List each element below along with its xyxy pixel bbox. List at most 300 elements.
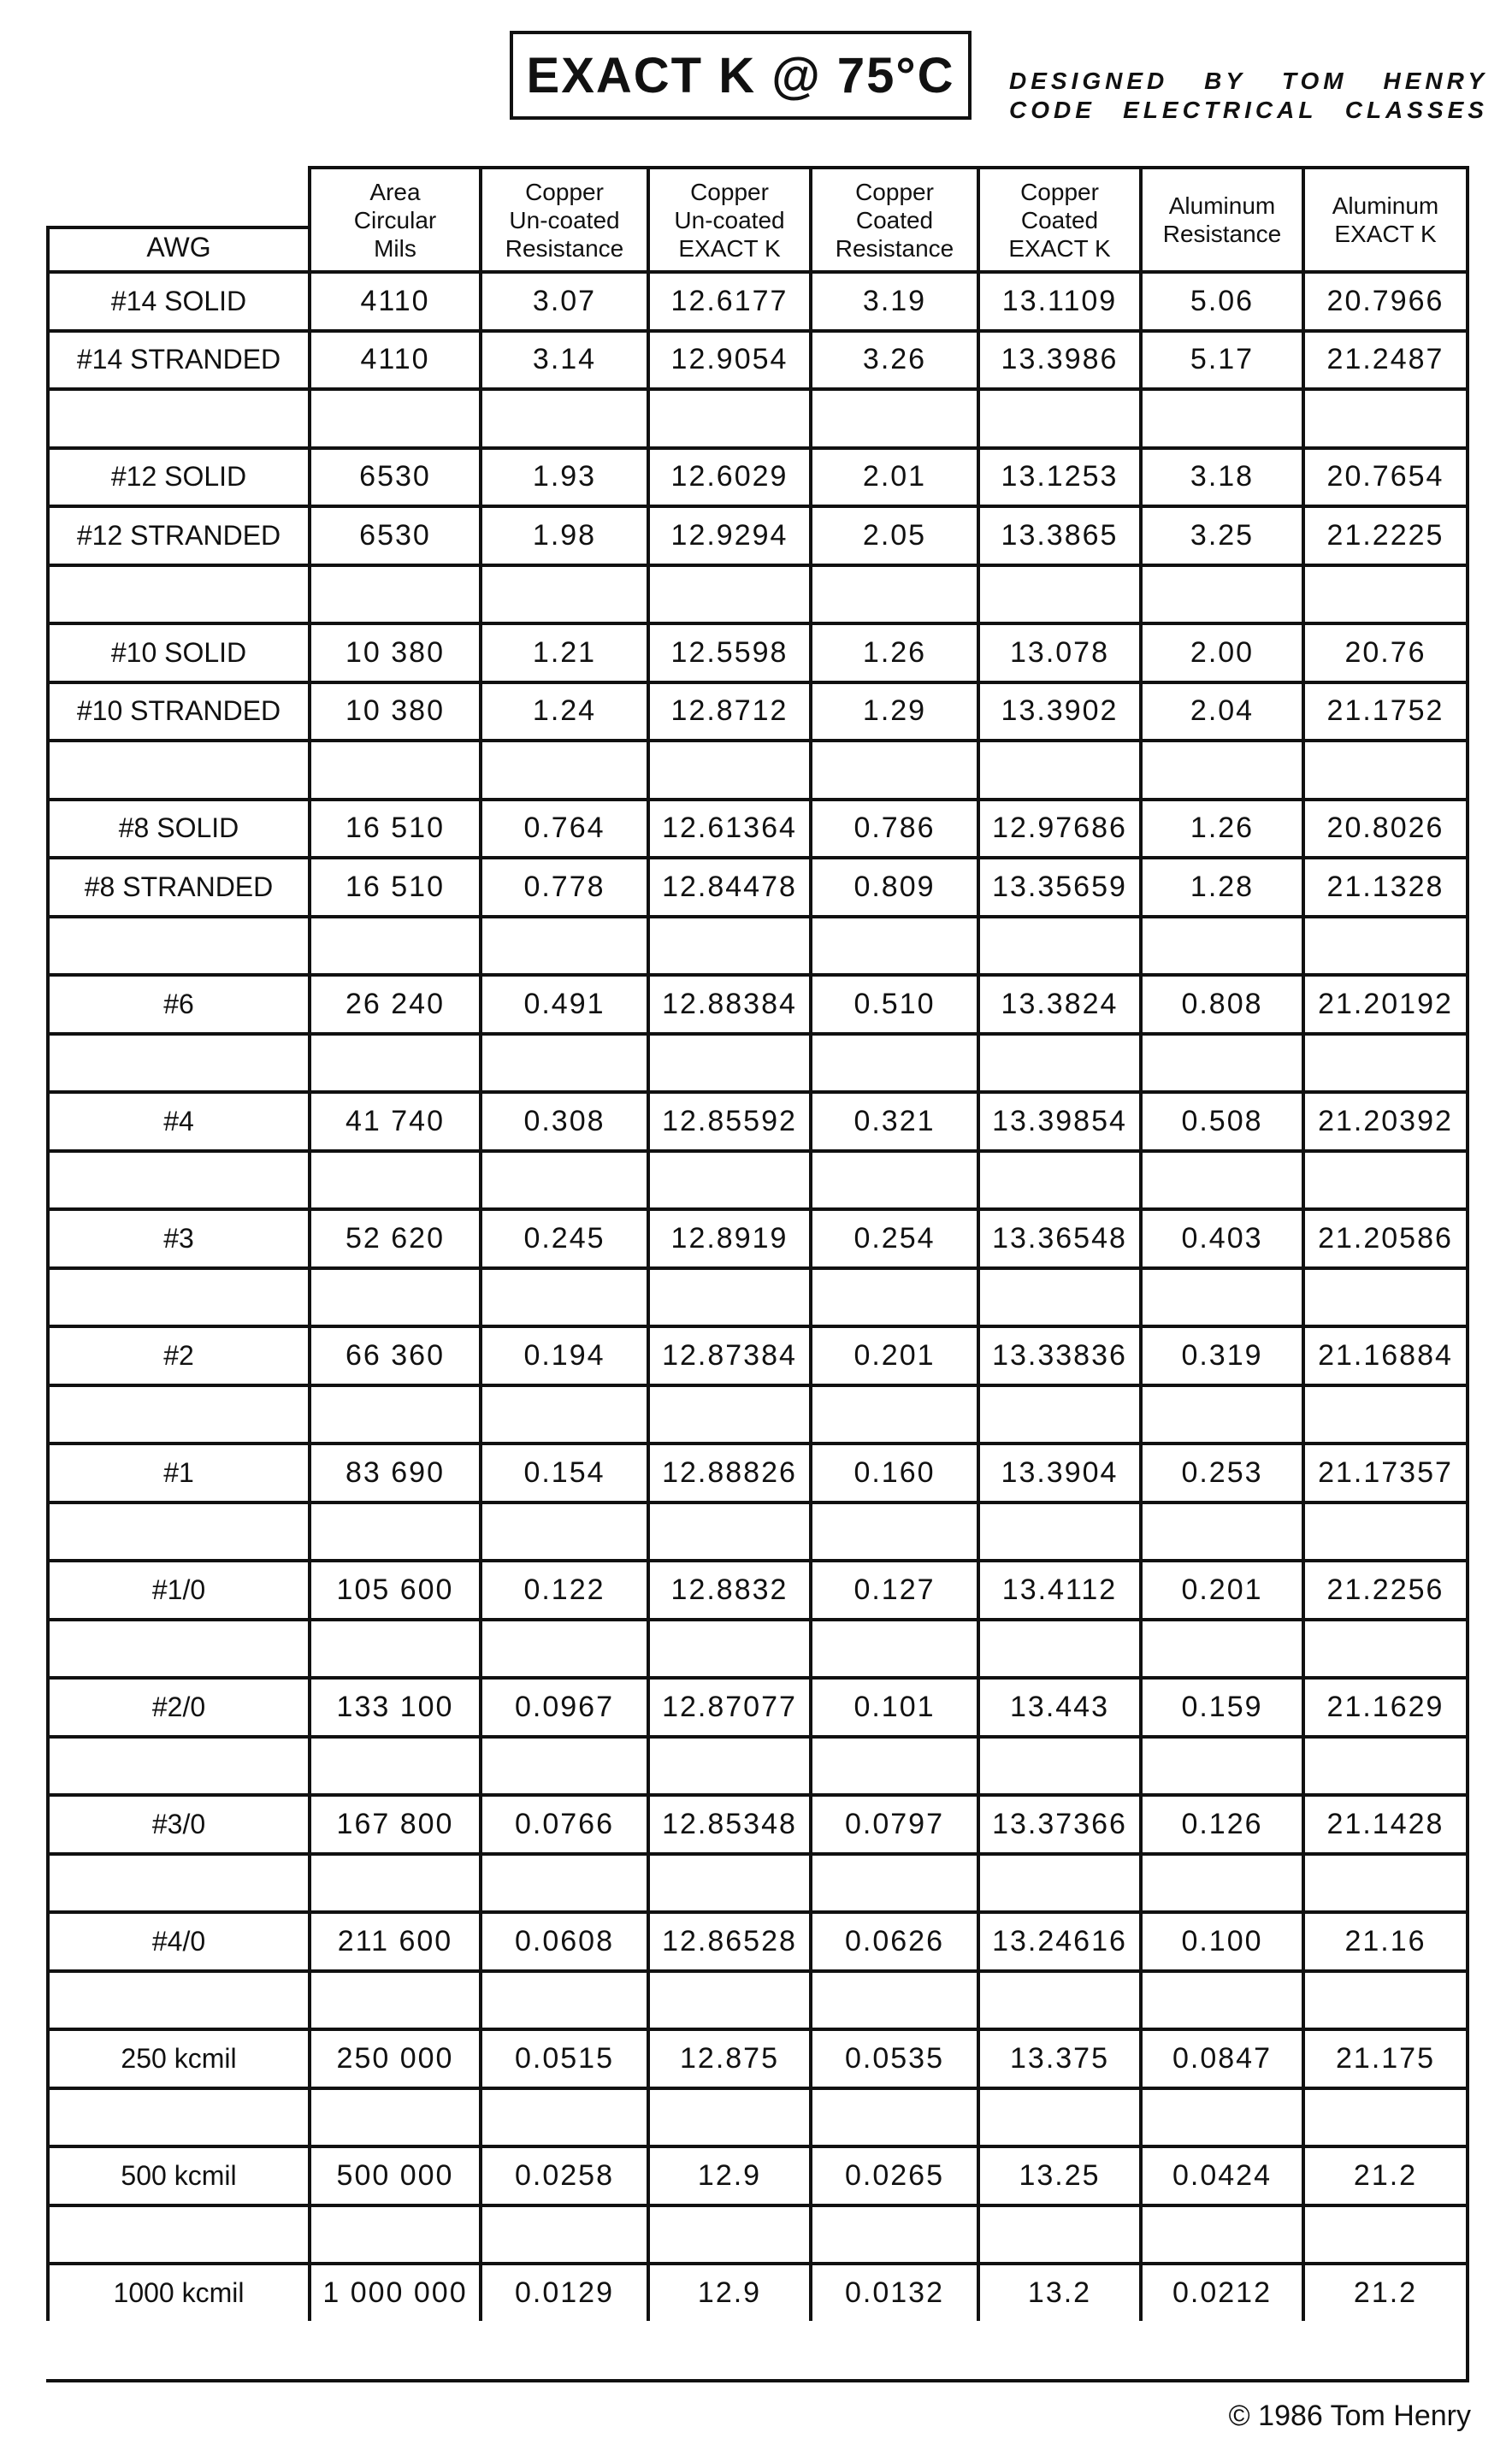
cell-copper-uncoated-resistance: 1.98 bbox=[479, 505, 647, 564]
spacer-cell bbox=[1139, 1501, 1302, 1560]
spacer-cell bbox=[46, 2087, 308, 2146]
cell-awg: #8 STRANDED bbox=[46, 856, 308, 915]
cell-copper-coated-resistance: 0.127 bbox=[809, 1559, 977, 1618]
spacer-cell bbox=[308, 1266, 479, 1325]
designer-line-2 bbox=[1009, 96, 1488, 125]
spacer-cell bbox=[308, 1969, 479, 2028]
spacer-cell bbox=[1139, 2087, 1302, 2146]
spacer-cell bbox=[479, 1735, 647, 1794]
spacer-cell bbox=[479, 387, 647, 446]
cell-aluminum-resistance: 0.403 bbox=[1139, 1207, 1302, 1266]
spacer-cell bbox=[308, 564, 479, 623]
spacer-cell bbox=[977, 1266, 1139, 1325]
header-line: Copper bbox=[525, 178, 604, 205]
spacer-cell bbox=[1302, 1852, 1466, 1911]
spacer-cell bbox=[46, 564, 308, 623]
spacer-cell bbox=[1139, 1852, 1302, 1911]
designer-word: DESIGNED bbox=[1009, 68, 1169, 94]
cell-aluminum-resistance: 0.201 bbox=[1139, 1559, 1302, 1618]
cell-copper-uncoated-exact-k: 12.8832 bbox=[647, 1559, 809, 1618]
cell-copper-uncoated-resistance: 0.308 bbox=[479, 1090, 647, 1149]
spacer-cell bbox=[977, 1618, 1139, 1677]
page-title: EXACT K @ 75°C bbox=[510, 31, 972, 120]
cell-copper-coated-exact-k: 13.1253 bbox=[977, 446, 1139, 505]
cell-copper-coated-resistance: 1.26 bbox=[809, 622, 977, 681]
spacer-cell bbox=[809, 1266, 977, 1325]
cell-copper-coated-exact-k: 13.25 bbox=[977, 2145, 1139, 2204]
spacer-cell bbox=[479, 1149, 647, 1208]
cell-copper-uncoated-exact-k: 12.87077 bbox=[647, 1676, 809, 1735]
cell-aluminum-resistance: 5.17 bbox=[1139, 329, 1302, 388]
cell-area: 6530 bbox=[308, 446, 479, 505]
cell-copper-coated-exact-k: 13.3986 bbox=[977, 329, 1139, 388]
cell-area: 1 000 000 bbox=[308, 2262, 479, 2321]
cell-aluminum-exact-k: 21.20192 bbox=[1302, 973, 1466, 1032]
spacer-cell bbox=[977, 1032, 1139, 1091]
cell-copper-coated-exact-k: 13.24616 bbox=[977, 1910, 1139, 1969]
spacer-cell bbox=[479, 1501, 647, 1560]
spacer-cell bbox=[1302, 564, 1466, 623]
header-line: Area bbox=[369, 178, 421, 205]
cell-copper-coated-resistance: 0.0797 bbox=[809, 1793, 977, 1852]
header-aluminum-exact-k bbox=[1302, 166, 1466, 270]
spacer-cell bbox=[46, 739, 308, 798]
cell-copper-uncoated-resistance: 0.0967 bbox=[479, 1676, 647, 1735]
cell-awg: #14 STRANDED bbox=[46, 329, 308, 388]
cell-copper-uncoated-resistance: 0.154 bbox=[479, 1442, 647, 1501]
cell-copper-coated-resistance: 0.321 bbox=[809, 1090, 977, 1149]
cell-aluminum-exact-k: 21.2487 bbox=[1302, 329, 1466, 388]
spacer-cell bbox=[1139, 915, 1302, 974]
spacer-cell bbox=[1302, 2204, 1466, 2263]
cell-copper-uncoated-exact-k: 12.61364 bbox=[647, 798, 809, 857]
cell-copper-uncoated-resistance: 3.14 bbox=[479, 329, 647, 388]
spacer-cell bbox=[809, 739, 977, 798]
cell-aluminum-exact-k: 21.2225 bbox=[1302, 505, 1466, 564]
spacer-cell bbox=[479, 1266, 647, 1325]
spacer-cell bbox=[479, 915, 647, 974]
header-line: Resistance bbox=[835, 234, 954, 262]
header-copper-coated-resistance bbox=[809, 166, 977, 270]
copyright-notice: © 1986 Tom Henry bbox=[1228, 2400, 1471, 2432]
header-line: EXACT K bbox=[1008, 234, 1111, 262]
cell-aluminum-resistance: 0.508 bbox=[1139, 1090, 1302, 1149]
cell-copper-uncoated-resistance: 3.07 bbox=[479, 270, 647, 329]
cell-aluminum-exact-k: 21.17357 bbox=[1302, 1442, 1466, 1501]
cell-aluminum-resistance: 2.00 bbox=[1139, 622, 1302, 681]
designer-word: CLASSES bbox=[1344, 97, 1488, 123]
cell-aluminum-resistance: 0.0424 bbox=[1139, 2145, 1302, 2204]
cell-aluminum-exact-k: 21.1328 bbox=[1302, 856, 1466, 915]
spacer-cell bbox=[46, 387, 308, 446]
designer-word: TOM bbox=[1281, 68, 1348, 94]
cell-area: 6530 bbox=[308, 505, 479, 564]
cell-aluminum-resistance: 0.126 bbox=[1139, 1793, 1302, 1852]
spacer-cell bbox=[1139, 2204, 1302, 2263]
cell-copper-coated-exact-k: 13.3902 bbox=[977, 681, 1139, 740]
cell-aluminum-resistance: 0.100 bbox=[1139, 1910, 1302, 1969]
spacer-cell bbox=[308, 2204, 479, 2263]
spacer-cell bbox=[308, 1852, 479, 1911]
cell-awg: 1000 kcmil bbox=[46, 2262, 308, 2321]
spacer-cell bbox=[46, 1032, 308, 1091]
spacer-cell bbox=[809, 915, 977, 974]
spacer-cell bbox=[479, 2087, 647, 2146]
spacer-cell bbox=[1139, 1618, 1302, 1677]
cell-copper-coated-exact-k: 12.97686 bbox=[977, 798, 1139, 857]
cell-copper-uncoated-exact-k: 12.88826 bbox=[647, 1442, 809, 1501]
cell-aluminum-resistance: 1.28 bbox=[1139, 856, 1302, 915]
cell-copper-uncoated-exact-k: 12.9 bbox=[647, 2145, 809, 2204]
header-line: Mils bbox=[374, 234, 416, 262]
cell-area: 105 600 bbox=[308, 1559, 479, 1618]
header-area bbox=[308, 166, 479, 270]
spacer-cell bbox=[46, 1852, 308, 1911]
cell-aluminum-resistance: 0.808 bbox=[1139, 973, 1302, 1032]
spacer-cell bbox=[809, 1969, 977, 2028]
cell-aluminum-exact-k: 21.175 bbox=[1302, 2028, 1466, 2087]
spacer-cell bbox=[977, 1501, 1139, 1560]
exact-k-table bbox=[46, 166, 1469, 2382]
cell-aluminum-exact-k: 21.20586 bbox=[1302, 1207, 1466, 1266]
spacer-cell bbox=[1139, 387, 1302, 446]
spacer-cell bbox=[46, 1501, 308, 1560]
spacer-cell bbox=[479, 1032, 647, 1091]
cell-awg: #2/0 bbox=[46, 1676, 308, 1735]
spacer-cell bbox=[1139, 1032, 1302, 1091]
header-line: EXACT K bbox=[678, 234, 781, 262]
cell-aluminum-resistance: 1.26 bbox=[1139, 798, 1302, 857]
header-line: Un-coated bbox=[509, 206, 620, 233]
spacer-cell bbox=[977, 1149, 1139, 1208]
spacer-cell bbox=[1139, 739, 1302, 798]
spacer-cell bbox=[308, 1501, 479, 1560]
cell-awg: #12 STRANDED bbox=[46, 505, 308, 564]
cell-copper-uncoated-exact-k: 12.85592 bbox=[647, 1090, 809, 1149]
cell-area: 133 100 bbox=[308, 1676, 479, 1735]
spacer-cell bbox=[308, 739, 479, 798]
cell-copper-uncoated-exact-k: 12.84478 bbox=[647, 856, 809, 915]
cell-copper-coated-exact-k: 13.3904 bbox=[977, 1442, 1139, 1501]
cell-copper-uncoated-exact-k: 12.6029 bbox=[647, 446, 809, 505]
spacer-cell bbox=[809, 1735, 977, 1794]
spacer-cell bbox=[647, 1384, 809, 1443]
spacer-cell bbox=[1302, 1266, 1466, 1325]
spacer-cell bbox=[1302, 1032, 1466, 1091]
spacer-cell bbox=[647, 387, 809, 446]
spacer-cell bbox=[1139, 1384, 1302, 1443]
cell-aluminum-exact-k: 21.1752 bbox=[1302, 681, 1466, 740]
spacer-cell bbox=[46, 2204, 308, 2263]
cell-aluminum-exact-k: 21.2 bbox=[1302, 2145, 1466, 2204]
spacer-cell bbox=[1139, 1969, 1302, 2028]
cell-copper-uncoated-resistance: 0.764 bbox=[479, 798, 647, 857]
cell-area: 10 380 bbox=[308, 622, 479, 681]
spacer-cell bbox=[1302, 2087, 1466, 2146]
cell-awg: #3 bbox=[46, 1207, 308, 1266]
cell-area: 167 800 bbox=[308, 1793, 479, 1852]
spacer-cell bbox=[647, 2087, 809, 2146]
spacer-cell bbox=[977, 387, 1139, 446]
cell-copper-coated-resistance: 0.101 bbox=[809, 1676, 977, 1735]
cell-aluminum-exact-k: 21.16884 bbox=[1302, 1325, 1466, 1384]
spacer-cell bbox=[1139, 1149, 1302, 1208]
cell-copper-uncoated-exact-k: 12.9054 bbox=[647, 329, 809, 388]
cell-copper-coated-exact-k: 13.39854 bbox=[977, 1090, 1139, 1149]
cell-copper-uncoated-resistance: 0.0766 bbox=[479, 1793, 647, 1852]
cell-aluminum-resistance: 0.0212 bbox=[1139, 2262, 1302, 2321]
cell-area: 26 240 bbox=[308, 973, 479, 1032]
cell-area: 211 600 bbox=[308, 1910, 479, 1969]
header-line: Copper bbox=[690, 178, 769, 205]
cell-copper-coated-exact-k: 13.443 bbox=[977, 1676, 1139, 1735]
cell-aluminum-exact-k: 20.7654 bbox=[1302, 446, 1466, 505]
cell-copper-coated-exact-k: 13.3865 bbox=[977, 505, 1139, 564]
cell-area: 500 000 bbox=[308, 2145, 479, 2204]
spacer-cell bbox=[46, 1266, 308, 1325]
spacer-cell bbox=[479, 1618, 647, 1677]
cell-copper-uncoated-resistance: 0.122 bbox=[479, 1559, 647, 1618]
cell-copper-uncoated-resistance: 0.0515 bbox=[479, 2028, 647, 2087]
spacer-cell bbox=[479, 1969, 647, 2028]
cell-copper-uncoated-resistance: 1.21 bbox=[479, 622, 647, 681]
spacer-cell bbox=[1302, 1618, 1466, 1677]
cell-copper-coated-exact-k: 13.4112 bbox=[977, 1559, 1139, 1618]
cell-awg: #2 bbox=[46, 1325, 308, 1384]
cell-area: 250 000 bbox=[308, 2028, 479, 2087]
cell-copper-coated-resistance: 0.201 bbox=[809, 1325, 977, 1384]
spacer-cell bbox=[647, 915, 809, 974]
cell-area: 4110 bbox=[308, 270, 479, 329]
spacer-cell bbox=[977, 739, 1139, 798]
cell-copper-coated-exact-k: 13.36548 bbox=[977, 1207, 1139, 1266]
cell-aluminum-exact-k: 20.8026 bbox=[1302, 798, 1466, 857]
cell-copper-coated-exact-k: 13.37366 bbox=[977, 1793, 1139, 1852]
spacer-cell bbox=[647, 2204, 809, 2263]
cell-copper-uncoated-exact-k: 12.87384 bbox=[647, 1325, 809, 1384]
cell-copper-uncoated-resistance: 0.194 bbox=[479, 1325, 647, 1384]
spacer-cell bbox=[46, 1969, 308, 2028]
cell-aluminum-exact-k: 21.2256 bbox=[1302, 1559, 1466, 1618]
cell-aluminum-exact-k: 21.2 bbox=[1302, 2262, 1466, 2321]
spacer-cell bbox=[647, 739, 809, 798]
spacer-cell bbox=[647, 1735, 809, 1794]
spacer-cell bbox=[647, 1266, 809, 1325]
header-copper-coated-exact-k bbox=[977, 166, 1139, 270]
cell-aluminum-exact-k: 21.1629 bbox=[1302, 1676, 1466, 1735]
cell-copper-coated-resistance: 2.01 bbox=[809, 446, 977, 505]
cell-copper-coated-exact-k: 13.35659 bbox=[977, 856, 1139, 915]
spacer-cell bbox=[1302, 1969, 1466, 2028]
cell-awg: #8 SOLID bbox=[46, 798, 308, 857]
spacer-cell bbox=[647, 1969, 809, 2028]
cell-aluminum-exact-k: 21.16 bbox=[1302, 1910, 1466, 1969]
cell-aluminum-resistance: 2.04 bbox=[1139, 681, 1302, 740]
header-line: Resistance bbox=[505, 234, 624, 262]
spacer-cell bbox=[46, 1618, 308, 1677]
spacer-cell bbox=[809, 564, 977, 623]
cell-copper-coated-resistance: 2.05 bbox=[809, 505, 977, 564]
cell-aluminum-resistance: 0.253 bbox=[1139, 1442, 1302, 1501]
spacer-cell bbox=[1302, 387, 1466, 446]
spacer-cell bbox=[977, 1969, 1139, 2028]
cell-copper-uncoated-exact-k: 12.86528 bbox=[647, 1910, 809, 1969]
cell-area: 4110 bbox=[308, 329, 479, 388]
spacer-cell bbox=[308, 1149, 479, 1208]
cell-area: 16 510 bbox=[308, 798, 479, 857]
cell-area: 52 620 bbox=[308, 1207, 479, 1266]
spacer-cell bbox=[977, 915, 1139, 974]
cell-copper-uncoated-exact-k: 12.6177 bbox=[647, 270, 809, 329]
spacer-cell bbox=[809, 2087, 977, 2146]
designer-word: BY bbox=[1204, 68, 1247, 94]
spacer-cell bbox=[809, 1501, 977, 1560]
cell-copper-uncoated-resistance: 0.0258 bbox=[479, 2145, 647, 2204]
header-line: Coated bbox=[855, 206, 934, 233]
spacer-cell bbox=[46, 1735, 308, 1794]
cell-awg: #10 SOLID bbox=[46, 622, 308, 681]
cell-copper-coated-resistance: 0.809 bbox=[809, 856, 977, 915]
cell-awg: #12 SOLID bbox=[46, 446, 308, 505]
spacer-cell bbox=[1302, 1501, 1466, 1560]
spacer-cell bbox=[809, 1384, 977, 1443]
cell-area: 66 360 bbox=[308, 1325, 479, 1384]
designer-line-1 bbox=[1009, 67, 1488, 96]
cell-aluminum-exact-k: 20.76 bbox=[1302, 622, 1466, 681]
spacer-cell bbox=[647, 1852, 809, 1911]
cell-awg: #1 bbox=[46, 1442, 308, 1501]
cell-awg: #6 bbox=[46, 973, 308, 1032]
cell-awg: #10 STRANDED bbox=[46, 681, 308, 740]
spacer-cell bbox=[308, 1735, 479, 1794]
designer-word: ELECTRICAL bbox=[1123, 97, 1318, 123]
spacer-cell bbox=[308, 387, 479, 446]
header-line: Aluminum bbox=[1168, 192, 1276, 219]
cell-copper-uncoated-resistance: 1.93 bbox=[479, 446, 647, 505]
cell-copper-uncoated-exact-k: 12.9 bbox=[647, 2262, 809, 2321]
header-line: Circular bbox=[353, 206, 437, 233]
spacer-cell bbox=[977, 564, 1139, 623]
cell-copper-uncoated-resistance: 0.245 bbox=[479, 1207, 647, 1266]
header-line: Copper bbox=[855, 178, 934, 205]
cell-copper-uncoated-resistance: 0.491 bbox=[479, 973, 647, 1032]
spacer-cell bbox=[479, 564, 647, 623]
designer-word: CODE bbox=[1009, 97, 1096, 123]
cell-aluminum-resistance: 3.18 bbox=[1139, 446, 1302, 505]
designer-word: HENRY bbox=[1383, 68, 1488, 94]
cell-awg: #1/0 bbox=[46, 1559, 308, 1618]
header-aluminum-resistance bbox=[1139, 166, 1302, 270]
cell-copper-coated-exact-k: 13.3824 bbox=[977, 973, 1139, 1032]
cell-copper-coated-exact-k: 13.2 bbox=[977, 2262, 1139, 2321]
header-line: EXACT K bbox=[1334, 221, 1437, 247]
spacer-cell bbox=[977, 1735, 1139, 1794]
cell-copper-uncoated-exact-k: 12.8919 bbox=[647, 1207, 809, 1266]
spacer-cell bbox=[647, 1032, 809, 1091]
cell-copper-uncoated-resistance: 0.778 bbox=[479, 856, 647, 915]
cell-copper-uncoated-exact-k: 12.85348 bbox=[647, 1793, 809, 1852]
spacer-cell bbox=[647, 564, 809, 623]
cell-awg: 250 kcmil bbox=[46, 2028, 308, 2087]
spacer-cell bbox=[809, 1618, 977, 1677]
cell-awg: #3/0 bbox=[46, 1793, 308, 1852]
designer-credit bbox=[1009, 67, 1488, 125]
spacer-cell bbox=[809, 1149, 977, 1208]
cell-aluminum-resistance: 3.25 bbox=[1139, 505, 1302, 564]
spacer-cell bbox=[1139, 1735, 1302, 1794]
cell-copper-uncoated-exact-k: 12.9294 bbox=[647, 505, 809, 564]
spacer-cell bbox=[1302, 739, 1466, 798]
spacer-cell bbox=[809, 1852, 977, 1911]
cell-copper-coated-resistance: 3.19 bbox=[809, 270, 977, 329]
cell-copper-coated-resistance: 3.26 bbox=[809, 329, 977, 388]
cell-copper-uncoated-exact-k: 12.88384 bbox=[647, 973, 809, 1032]
header-line: Coated bbox=[1020, 206, 1099, 233]
spacer-cell bbox=[977, 1852, 1139, 1911]
cell-aluminum-exact-k: 20.7966 bbox=[1302, 270, 1466, 329]
cell-aluminum-resistance: 0.159 bbox=[1139, 1676, 1302, 1735]
cell-copper-coated-resistance: 0.160 bbox=[809, 1442, 977, 1501]
spacer-cell bbox=[46, 915, 308, 974]
spacer-cell bbox=[479, 739, 647, 798]
header-line: Copper bbox=[1020, 178, 1099, 205]
spacer-cell bbox=[1302, 1735, 1466, 1794]
cell-awg: #4 bbox=[46, 1090, 308, 1149]
cell-area: 83 690 bbox=[308, 1442, 479, 1501]
cell-copper-coated-exact-k: 13.375 bbox=[977, 2028, 1139, 2087]
spacer-cell bbox=[308, 1032, 479, 1091]
cell-aluminum-resistance: 0.0847 bbox=[1139, 2028, 1302, 2087]
cell-copper-coated-exact-k: 13.1109 bbox=[977, 270, 1139, 329]
header-copper-uncoated-resistance bbox=[479, 166, 647, 270]
cell-awg: #14 SOLID bbox=[46, 270, 308, 329]
spacer-cell bbox=[977, 2087, 1139, 2146]
cell-copper-coated-resistance: 0.0132 bbox=[809, 2262, 977, 2321]
spacer-cell bbox=[809, 2204, 977, 2263]
spacer-cell bbox=[479, 1852, 647, 1911]
spacer-cell bbox=[809, 1032, 977, 1091]
cell-copper-coated-resistance: 0.510 bbox=[809, 973, 977, 1032]
spacer-cell bbox=[1139, 1266, 1302, 1325]
spacer-cell bbox=[977, 2204, 1139, 2263]
spacer-cell bbox=[308, 1384, 479, 1443]
cell-copper-uncoated-exact-k: 12.8712 bbox=[647, 681, 809, 740]
header-line: Resistance bbox=[1162, 221, 1282, 247]
spacer-cell bbox=[1302, 915, 1466, 974]
spacer-cell bbox=[809, 387, 977, 446]
cell-area: 10 380 bbox=[308, 681, 479, 740]
header-awg: AWG bbox=[46, 226, 308, 270]
cell-aluminum-resistance: 0.319 bbox=[1139, 1325, 1302, 1384]
spacer-cell bbox=[479, 2204, 647, 2263]
cell-copper-coated-resistance: 0.254 bbox=[809, 1207, 977, 1266]
spacer-cell bbox=[46, 1149, 308, 1208]
spacer-cell bbox=[647, 1149, 809, 1208]
cell-aluminum-exact-k: 21.1428 bbox=[1302, 1793, 1466, 1852]
spacer-cell bbox=[308, 2087, 479, 2146]
cell-awg: 500 kcmil bbox=[46, 2145, 308, 2204]
spacer-cell bbox=[977, 1384, 1139, 1443]
cell-aluminum-exact-k: 21.20392 bbox=[1302, 1090, 1466, 1149]
spacer-cell bbox=[647, 1501, 809, 1560]
cell-awg: #4/0 bbox=[46, 1910, 308, 1969]
spacer-cell bbox=[46, 1384, 308, 1443]
spacer-cell bbox=[1302, 1384, 1466, 1443]
cell-copper-coated-resistance: 0.0626 bbox=[809, 1910, 977, 1969]
spacer-cell bbox=[1302, 1149, 1466, 1208]
header-line: Aluminum bbox=[1332, 192, 1439, 219]
cell-aluminum-resistance: 5.06 bbox=[1139, 270, 1302, 329]
